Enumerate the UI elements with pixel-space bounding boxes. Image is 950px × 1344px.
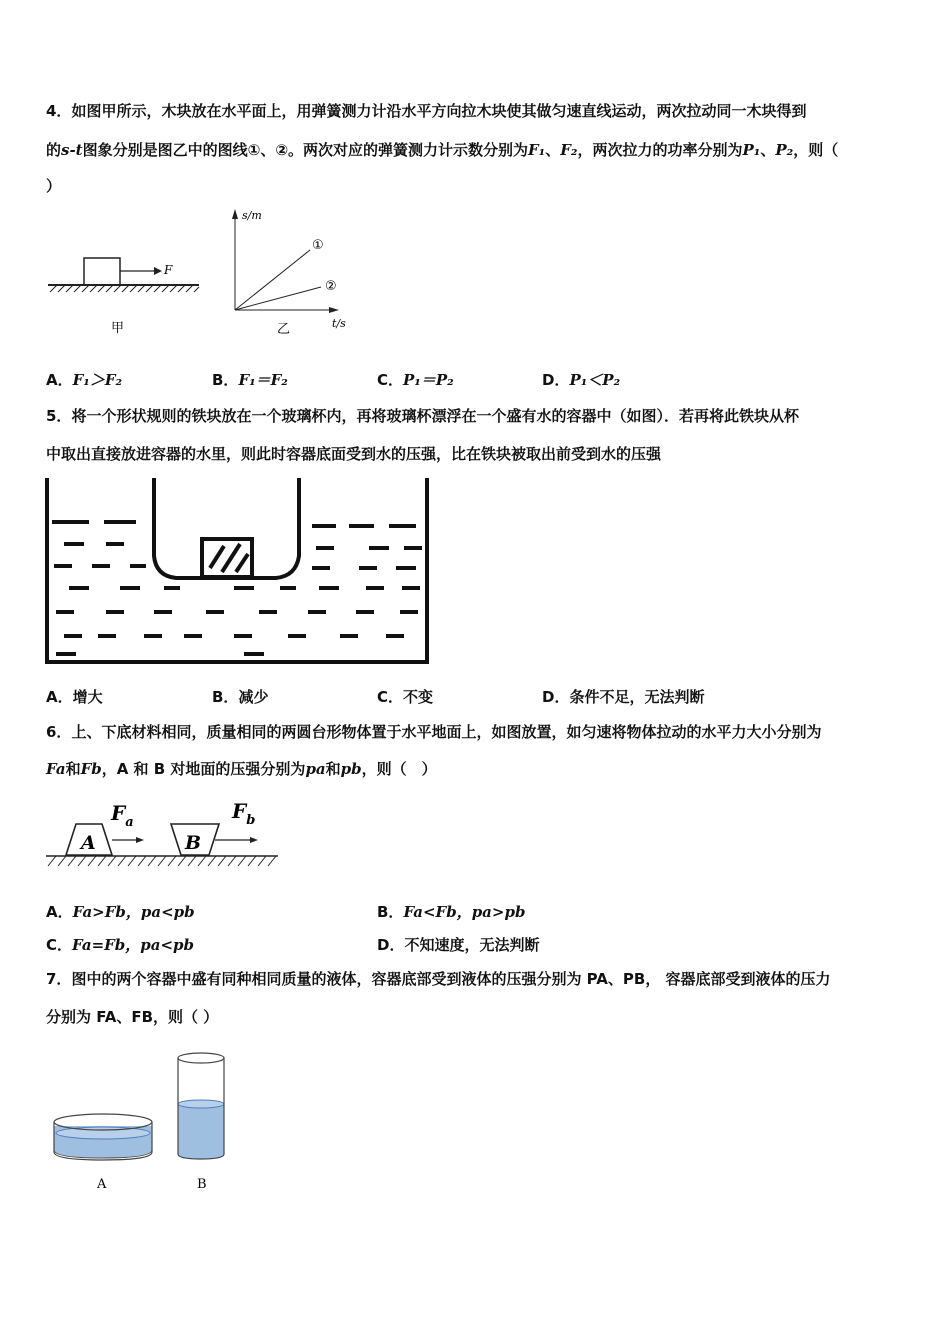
option-text: 条件不足，无法判断 [569, 688, 705, 706]
q4-figure-yi [225, 205, 355, 340]
option-letter: C． [377, 688, 404, 706]
q5-option-a[interactable] [46, 686, 103, 708]
q6-fa: Fa [46, 760, 66, 778]
q4-line1 [46, 100, 806, 122]
fig-yi-label: 乙 [277, 322, 291, 337]
option-letter: C． [46, 936, 73, 954]
q4-option-c[interactable] [377, 369, 454, 391]
option-text: F₁＝F₂ [238, 371, 288, 389]
q6-option-d[interactable] [377, 934, 539, 956]
q4-st: s-t [61, 141, 83, 159]
option-text: Fa<Fb，pa>pb [403, 903, 526, 921]
q6-pa: pa [305, 760, 326, 778]
option-text: Fa>Fb，pa<pb [72, 903, 195, 921]
container-a-label: A [97, 1177, 107, 1192]
option-text: 增大 [72, 688, 103, 706]
q4-stem-2b: 图象分别是图乙中的图线①、②。两次对应的弹簧测力计示数分别为 [82, 141, 529, 159]
q5-option-c[interactable] [377, 686, 433, 708]
container-b-water [178, 1104, 224, 1154]
q6-figure [44, 796, 284, 876]
graph-line-2 [235, 287, 321, 310]
wood-block [84, 258, 120, 285]
option-text: 减少 [238, 688, 269, 706]
option-letter: C． [377, 371, 404, 389]
option-letter: B． [377, 903, 404, 921]
q5-figure [44, 476, 434, 666]
option-letter: A． [46, 688, 73, 706]
option-text: Fa=Fb，pa<pb [72, 936, 195, 954]
option-letter: D． [542, 371, 570, 389]
option-text: P₁＝P₂ [403, 371, 454, 389]
q5-line1 [46, 405, 799, 427]
option-text: 不知速度，无法判断 [404, 936, 540, 954]
q4-stem-2a: 的 [46, 141, 62, 159]
q4-option-b[interactable] [212, 369, 288, 391]
force-fb-label: $F_b$ [232, 799, 256, 828]
graph-line-1-label: ① [312, 238, 324, 253]
q6-number: 6． [46, 723, 72, 741]
option-letter: B． [212, 371, 239, 389]
q6-option-c[interactable] [46, 934, 194, 956]
q4-option-a[interactable] [46, 369, 122, 391]
q4-sep1: 、 [545, 141, 561, 159]
q4-stem-2c: ，两次拉力的功率分别为 [577, 141, 743, 159]
force-fa-label: $F_a$ [111, 801, 134, 830]
option-letter: A． [46, 903, 73, 921]
q4-f1: F₁ [528, 141, 546, 159]
q5-line2: 中取出直接放进容器的水里，则此时容器底面受到水的压强，比在铁块被取出前受到水的压强 [46, 445, 662, 463]
x-axis-label: t/s [332, 317, 346, 330]
q6-fb: Fb [80, 760, 102, 778]
ground-hatch-2 [48, 856, 276, 866]
q4-line2 [46, 139, 838, 161]
option-text: P₁＜P₂ [569, 371, 621, 389]
q4-p2: P₂ [775, 141, 794, 159]
q4-stem-2d: ，则（ [793, 141, 839, 159]
q6-option-a[interactable] [46, 901, 195, 923]
q5-number: 5． [46, 407, 72, 425]
q6-stem-end: ，则（ ） [361, 760, 437, 778]
option-letter: B． [212, 688, 239, 706]
q7-stem-1: 图中的两个容器中盛有同种相同质量的液体，容器底部受到液体的压强分别为 PA、PB， 容器底部受到液体的压力 [71, 970, 831, 988]
q4-option-d[interactable] [542, 369, 620, 391]
q6-stem-1: 上、下底材料相同，质量相同的两圆台形物体置于水平地面上，如图放置，如匀速将物体拉动的水平力大小分别为 [71, 723, 822, 741]
option-text: F₁＞F₂ [72, 371, 123, 389]
q4-figure-jia [44, 250, 214, 350]
frustum-a-label: A [81, 832, 96, 854]
q4-stem-1: 如图甲所示，木块放在水平面上，用弹簧测力计沿水平方向拉木块使其做匀速直线运动，两次拉动同一木块得到 [71, 102, 807, 120]
q6-line2 [46, 758, 437, 780]
q7-figure [48, 1048, 248, 1198]
container-b-rim [178, 1053, 224, 1063]
q4-sep2: 、 [760, 141, 776, 159]
q4-number: 4． [46, 102, 72, 120]
q7-number: 7． [46, 970, 72, 988]
q6-pb: pb [340, 760, 362, 778]
force-f-label: F [164, 263, 173, 277]
y-axis-label: s/m [242, 209, 262, 222]
container-b-label: B [197, 1177, 207, 1192]
graph-line-2-label: ② [325, 279, 337, 294]
q4-line3: ） [46, 177, 62, 195]
q6-and2: 和 [325, 760, 341, 778]
option-text: 不变 [403, 688, 434, 706]
q6-stem-mid: ，A 和 B 对地面的压强分别为 [101, 760, 306, 778]
q5-stem-1: 将一个形状规则的铁块放在一个玻璃杯内，再将玻璃杯漂浮在一个盛有水的容器中（如图）．若再将此铁块从杯 [71, 407, 799, 425]
option-letter: D． [542, 688, 570, 706]
q5-option-d[interactable] [542, 686, 704, 708]
option-letter: D． [377, 936, 405, 954]
frustum-b-label: B [185, 832, 202, 854]
q5-option-b[interactable] [212, 686, 268, 708]
fig-jia-label: 甲 [111, 321, 125, 336]
ground-hatch [50, 285, 199, 292]
q6-option-b[interactable] [377, 901, 525, 923]
q6-line1 [46, 721, 821, 743]
q7-line1 [46, 968, 831, 990]
q4-f2: F₂ [560, 141, 578, 159]
option-letter: A． [46, 371, 73, 389]
graph-line-1 [235, 250, 310, 310]
q7-line2: 分别为 FA、FB，则（ ） [46, 1008, 219, 1026]
q6-and1: 和 [65, 760, 81, 778]
q4-p1: P₁ [742, 141, 761, 159]
